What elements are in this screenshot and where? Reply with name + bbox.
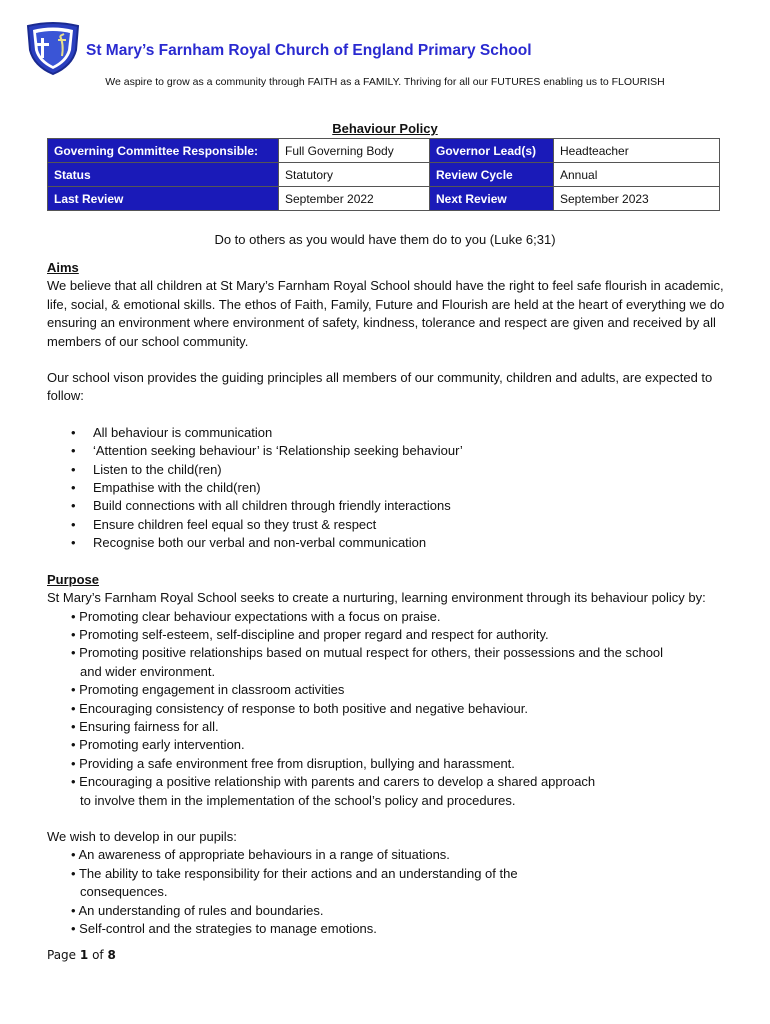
of-word: of	[92, 948, 104, 962]
list-item: • Providing a safe environment free from disruption, bullying and harassment.	[71, 755, 737, 773]
list-item: • An awareness of appropriate behaviours in a range of situations.	[71, 846, 737, 864]
table-row	[48, 163, 720, 187]
policy-meta-table	[47, 138, 720, 211]
policy-title: Behaviour Policy	[332, 121, 438, 136]
purpose-intro: St Mary’s Farnham Royal School seeks to create a nurturing, learning environment through its behaviour policy by:	[47, 590, 706, 606]
list-item: • Promoting engagement in classroom activities	[71, 681, 737, 699]
list-item: • Promoting clear behaviour expectations with a focus on praise.	[71, 608, 737, 626]
vision-paragraph: Our school vison provides the guiding principles all members of our community, children and adults, are expected to follow:	[47, 370, 713, 404]
bible-verse: Do to others as you would have them do to you (Luke 6;31)	[214, 232, 556, 247]
table-label: Next Review	[430, 187, 554, 211]
table-label: Governor Lead(s)	[430, 139, 554, 163]
table-value: Annual	[554, 163, 720, 187]
list-item: • Self-control and the strategies to manage emotions.	[71, 920, 737, 938]
list-item: • Empathise with the child(ren)	[93, 479, 737, 497]
policy-body	[47, 259, 737, 938]
table-row	[48, 187, 720, 211]
list-item: • Listen to the child(ren)	[93, 461, 737, 479]
school-name: St Mary’s Farnham Royal Church of England Primary School	[86, 42, 532, 59]
page-word: Page	[47, 948, 77, 962]
list-item: • Ensure children feel equal so they trust & respect	[93, 516, 737, 534]
table-row	[48, 139, 720, 163]
aims-heading: Aims	[47, 260, 79, 275]
list-item: • Promoting early intervention.	[71, 736, 737, 754]
table-value: Full Governing Body	[279, 139, 430, 163]
list-item: • All behaviour is communication	[93, 424, 737, 442]
table-value: Headteacher	[554, 139, 720, 163]
total-pages: 8	[107, 948, 116, 962]
table-value: September 2022	[279, 187, 430, 211]
school-crest-logo	[24, 20, 82, 76]
table-value: Statutory	[279, 163, 430, 187]
list-item: • The ability to take responsibility for their actions and an understanding of the consequences.	[71, 865, 580, 902]
purpose-heading: Purpose	[47, 571, 100, 587]
current-page: 1	[79, 948, 89, 962]
develop-intro: We wish to develop in our pupils:	[47, 828, 237, 844]
list-item: • Promoting positive relationships based on mutual respect for others, their possessions and the school and wider environment.	[71, 644, 670, 681]
table-label: Last Review	[48, 187, 279, 211]
list-item: • Encouraging a positive relationship with parents and carers to develop a shared approach to involve them in the implementation of the school’s policy and procedures.	[71, 773, 600, 810]
list-item: • Ensuring fairness for all.	[71, 718, 737, 736]
list-item: • Build connections with all children through friendly interactions	[93, 497, 737, 515]
table-label: Status	[48, 163, 279, 187]
aims-paragraph: We believe that all children at St Mary’s Farnham Royal School should have the right to feel safe flourish in academic, life, social, & emotional skills. The ethos of Faith, Family, Future and Flourish are held at the heart of everything we do ensuring an environment where environment of safety, kindness, tolerance and respect are given and received by all members of our school community.	[47, 278, 725, 349]
list-item: • Encouraging consistency of response to both positive and negative behaviour.	[71, 700, 737, 718]
develop-list	[47, 846, 737, 938]
vision-principles-list	[47, 424, 737, 553]
table-value: September 2023	[554, 187, 720, 211]
table-label: Review Cycle	[430, 163, 554, 187]
school-motto: We aspire to grow as a community through FAITH as a FAMILY. Thriving for all our FUTURES enabling us to FLOURISH	[105, 76, 665, 88]
purpose-list	[47, 608, 737, 810]
page-number	[47, 948, 116, 962]
list-item: • Recognise both our verbal and non-verbal communication	[93, 534, 737, 552]
list-item: • ‘Attention seeking behaviour’ is ‘Relationship seeking behaviour’	[93, 442, 737, 460]
list-item: • An understanding of rules and boundaries.	[71, 902, 737, 920]
table-label: Governing Committee Responsible:	[48, 139, 279, 163]
list-item: • Promoting self-esteem, self-discipline and proper regard and respect for authority.	[71, 626, 737, 644]
